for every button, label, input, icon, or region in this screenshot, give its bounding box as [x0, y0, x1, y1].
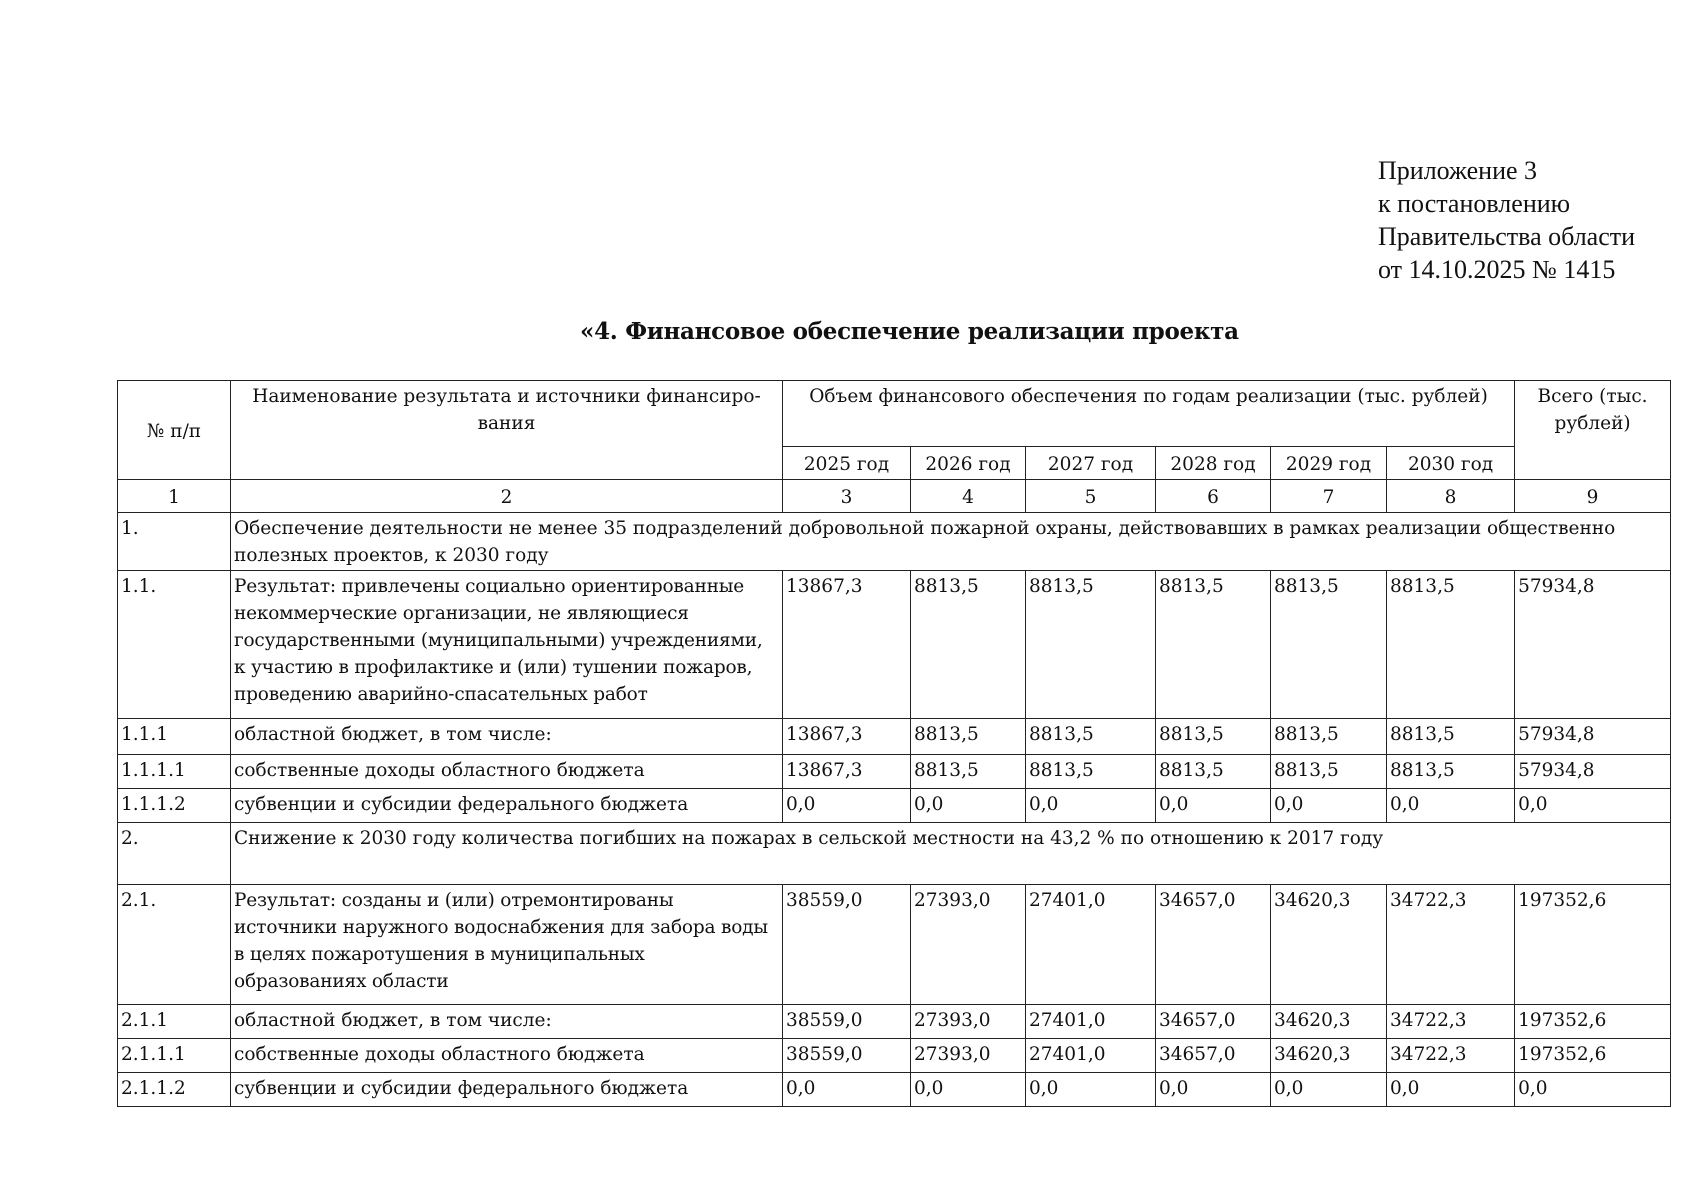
- column-number: 8: [1387, 480, 1515, 513]
- row-value: 0,0: [783, 789, 911, 823]
- row-total: 197352,6: [1515, 1039, 1671, 1073]
- row-value: 34722,3: [1387, 885, 1515, 1005]
- financing-table: [117, 380, 1671, 1107]
- row-value: 8813,5: [1156, 719, 1271, 755]
- row-value: 34722,3: [1387, 1039, 1515, 1073]
- section-row: [118, 513, 1671, 571]
- header-year: 2029 год: [1271, 447, 1387, 480]
- row-total: 0,0: [1515, 1073, 1671, 1107]
- appendix-line: к постановлению: [1378, 189, 1571, 218]
- header-total: Всего (тыс. рублей): [1515, 381, 1671, 480]
- header-volume: Объем финансового обеспечения по годам реализации (тыс. рублей): [783, 381, 1515, 447]
- row-value: 34620,3: [1271, 885, 1387, 1005]
- row-value: 0,0: [1026, 789, 1156, 823]
- row-num: 1.1.: [118, 571, 231, 719]
- appendix-line: Правительства области: [1378, 222, 1636, 251]
- row-value: 8813,5: [1387, 755, 1515, 789]
- header-year: 2030 год: [1387, 447, 1515, 480]
- row-value: 0,0: [1387, 789, 1515, 823]
- header-year: 2026 год: [911, 447, 1026, 480]
- row-value: 0,0: [911, 1073, 1026, 1107]
- row-value: 8813,5: [911, 571, 1026, 719]
- row-num: 2.1.1.1: [118, 1039, 231, 1073]
- table-row: [118, 1073, 1671, 1107]
- row-num: 2.1.: [118, 885, 231, 1005]
- row-name: областной бюджет, в том числе:: [231, 1005, 783, 1039]
- section-row: [118, 823, 1671, 885]
- row-total: 197352,6: [1515, 885, 1671, 1005]
- table-row: [118, 885, 1671, 1005]
- row-value: 0,0: [1387, 1073, 1515, 1107]
- header-year: 2027 год: [1026, 447, 1156, 480]
- header-row: [118, 381, 1671, 447]
- appendix-block: [1378, 154, 1635, 286]
- column-number: 4: [911, 480, 1026, 513]
- row-value: 8813,5: [1026, 571, 1156, 719]
- row-name: собственные доходы областного бюджета: [231, 1039, 783, 1073]
- row-total: 57934,8: [1515, 755, 1671, 789]
- row-value: 0,0: [1156, 1073, 1271, 1107]
- row-value: 0,0: [911, 789, 1026, 823]
- row-total: 57934,8: [1515, 571, 1671, 719]
- row-value: 8813,5: [1156, 571, 1271, 719]
- row-value: 13867,3: [783, 571, 911, 719]
- row-value: 8813,5: [911, 719, 1026, 755]
- row-value: 8813,5: [1271, 571, 1387, 719]
- row-num: 1.1.1: [118, 719, 231, 755]
- column-number: 1: [118, 480, 231, 513]
- row-value: 0,0: [1271, 1073, 1387, 1107]
- row-name: собственные доходы областного бюджета: [231, 755, 783, 789]
- row-value: 27393,0: [911, 885, 1026, 1005]
- table-row: [118, 1005, 1671, 1039]
- row-num: 1.1.1.2: [118, 789, 231, 823]
- column-number: 9: [1515, 480, 1671, 513]
- row-value: 8813,5: [1387, 571, 1515, 719]
- column-number: 2: [231, 480, 783, 513]
- row-value: 8813,5: [1387, 719, 1515, 755]
- row-value: 13867,3: [783, 719, 911, 755]
- row-name: областной бюджет, в том числе:: [231, 719, 783, 755]
- header-name: Наименование результата и источники финансиро-вания: [231, 381, 783, 480]
- column-number: 6: [1156, 480, 1271, 513]
- row-value: 34620,3: [1271, 1005, 1387, 1039]
- column-number: 3: [783, 480, 911, 513]
- document-title: «4. Финансовое обеспечение реализации проекта: [580, 318, 1239, 345]
- row-value: 27401,0: [1026, 1005, 1156, 1039]
- table-row: [118, 789, 1671, 823]
- row-value: 0,0: [783, 1073, 911, 1107]
- header-num: № п/п: [118, 381, 231, 480]
- row-num: 2.1.1: [118, 1005, 231, 1039]
- header-year: 2028 год: [1156, 447, 1271, 480]
- row-name: субвенции и субсидии федерального бюджета: [231, 1073, 783, 1107]
- row-value: 38559,0: [783, 885, 911, 1005]
- row-total: 57934,8: [1515, 719, 1671, 755]
- row-value: 38559,0: [783, 1005, 911, 1039]
- row-value: 8813,5: [1271, 719, 1387, 755]
- row-value: 0,0: [1026, 1073, 1156, 1107]
- row-value: 8813,5: [1026, 755, 1156, 789]
- section-num: 2.: [118, 823, 231, 885]
- row-value: 34657,0: [1156, 1039, 1271, 1073]
- table-row: [118, 1039, 1671, 1073]
- row-name: Результат: привлечены социально ориентированные некоммерческие организации, не являющиеся государственными (муниципальными) учреждениями, к участию в профилактике и (или) тушении пожаров, проведению аварийно-спасательных работ: [231, 571, 783, 719]
- appendix-line: от 14.10.2025 № 1415: [1378, 255, 1616, 284]
- row-value: 27401,0: [1026, 885, 1156, 1005]
- section-text: Обеспечение деятельности не менее 35 подразделений добровольной пожарной охраны, действовавших в рамках реализации общественно полезных проектов, к 2030 году: [231, 513, 1671, 571]
- column-number: 5: [1026, 480, 1156, 513]
- row-value: 8813,5: [1271, 755, 1387, 789]
- row-value: 0,0: [1156, 789, 1271, 823]
- row-value: 8813,5: [1026, 719, 1156, 755]
- row-num: 1.1.1.1: [118, 755, 231, 789]
- column-number: 7: [1271, 480, 1387, 513]
- table-row: [118, 719, 1671, 755]
- row-name: Результат: созданы и (или) отремонтированы источники наружного водоснабжения для забора воды в целях пожаротушения в муниципальных образованиях области: [231, 885, 783, 1005]
- row-num: 2.1.1.2: [118, 1073, 231, 1107]
- header-year: 2025 год: [783, 447, 911, 480]
- row-value: 27393,0: [911, 1039, 1026, 1073]
- row-total: 197352,6: [1515, 1005, 1671, 1039]
- row-value: 38559,0: [783, 1039, 911, 1073]
- section-num: 1.: [118, 513, 231, 571]
- table-row: [118, 755, 1671, 789]
- row-total: 0,0: [1515, 789, 1671, 823]
- row-value: 27401,0: [1026, 1039, 1156, 1073]
- row-value: 34657,0: [1156, 885, 1271, 1005]
- row-value: 13867,3: [783, 755, 911, 789]
- section-text: Снижение к 2030 году количества погибших на пожарах в сельской местности на 43,2 % по отношению к 2017 году: [231, 823, 1671, 885]
- appendix-line: Приложение 3: [1378, 156, 1538, 185]
- column-number-row: [118, 480, 1671, 513]
- table-row: [118, 571, 1671, 719]
- row-name: субвенции и субсидии федерального бюджета: [231, 789, 783, 823]
- row-value: 34620,3: [1271, 1039, 1387, 1073]
- row-value: 0,0: [1271, 789, 1387, 823]
- row-value: 8813,5: [911, 755, 1026, 789]
- row-value: 34722,3: [1387, 1005, 1515, 1039]
- row-value: 8813,5: [1156, 755, 1271, 789]
- row-value: 34657,0: [1156, 1005, 1271, 1039]
- row-value: 27393,0: [911, 1005, 1026, 1039]
